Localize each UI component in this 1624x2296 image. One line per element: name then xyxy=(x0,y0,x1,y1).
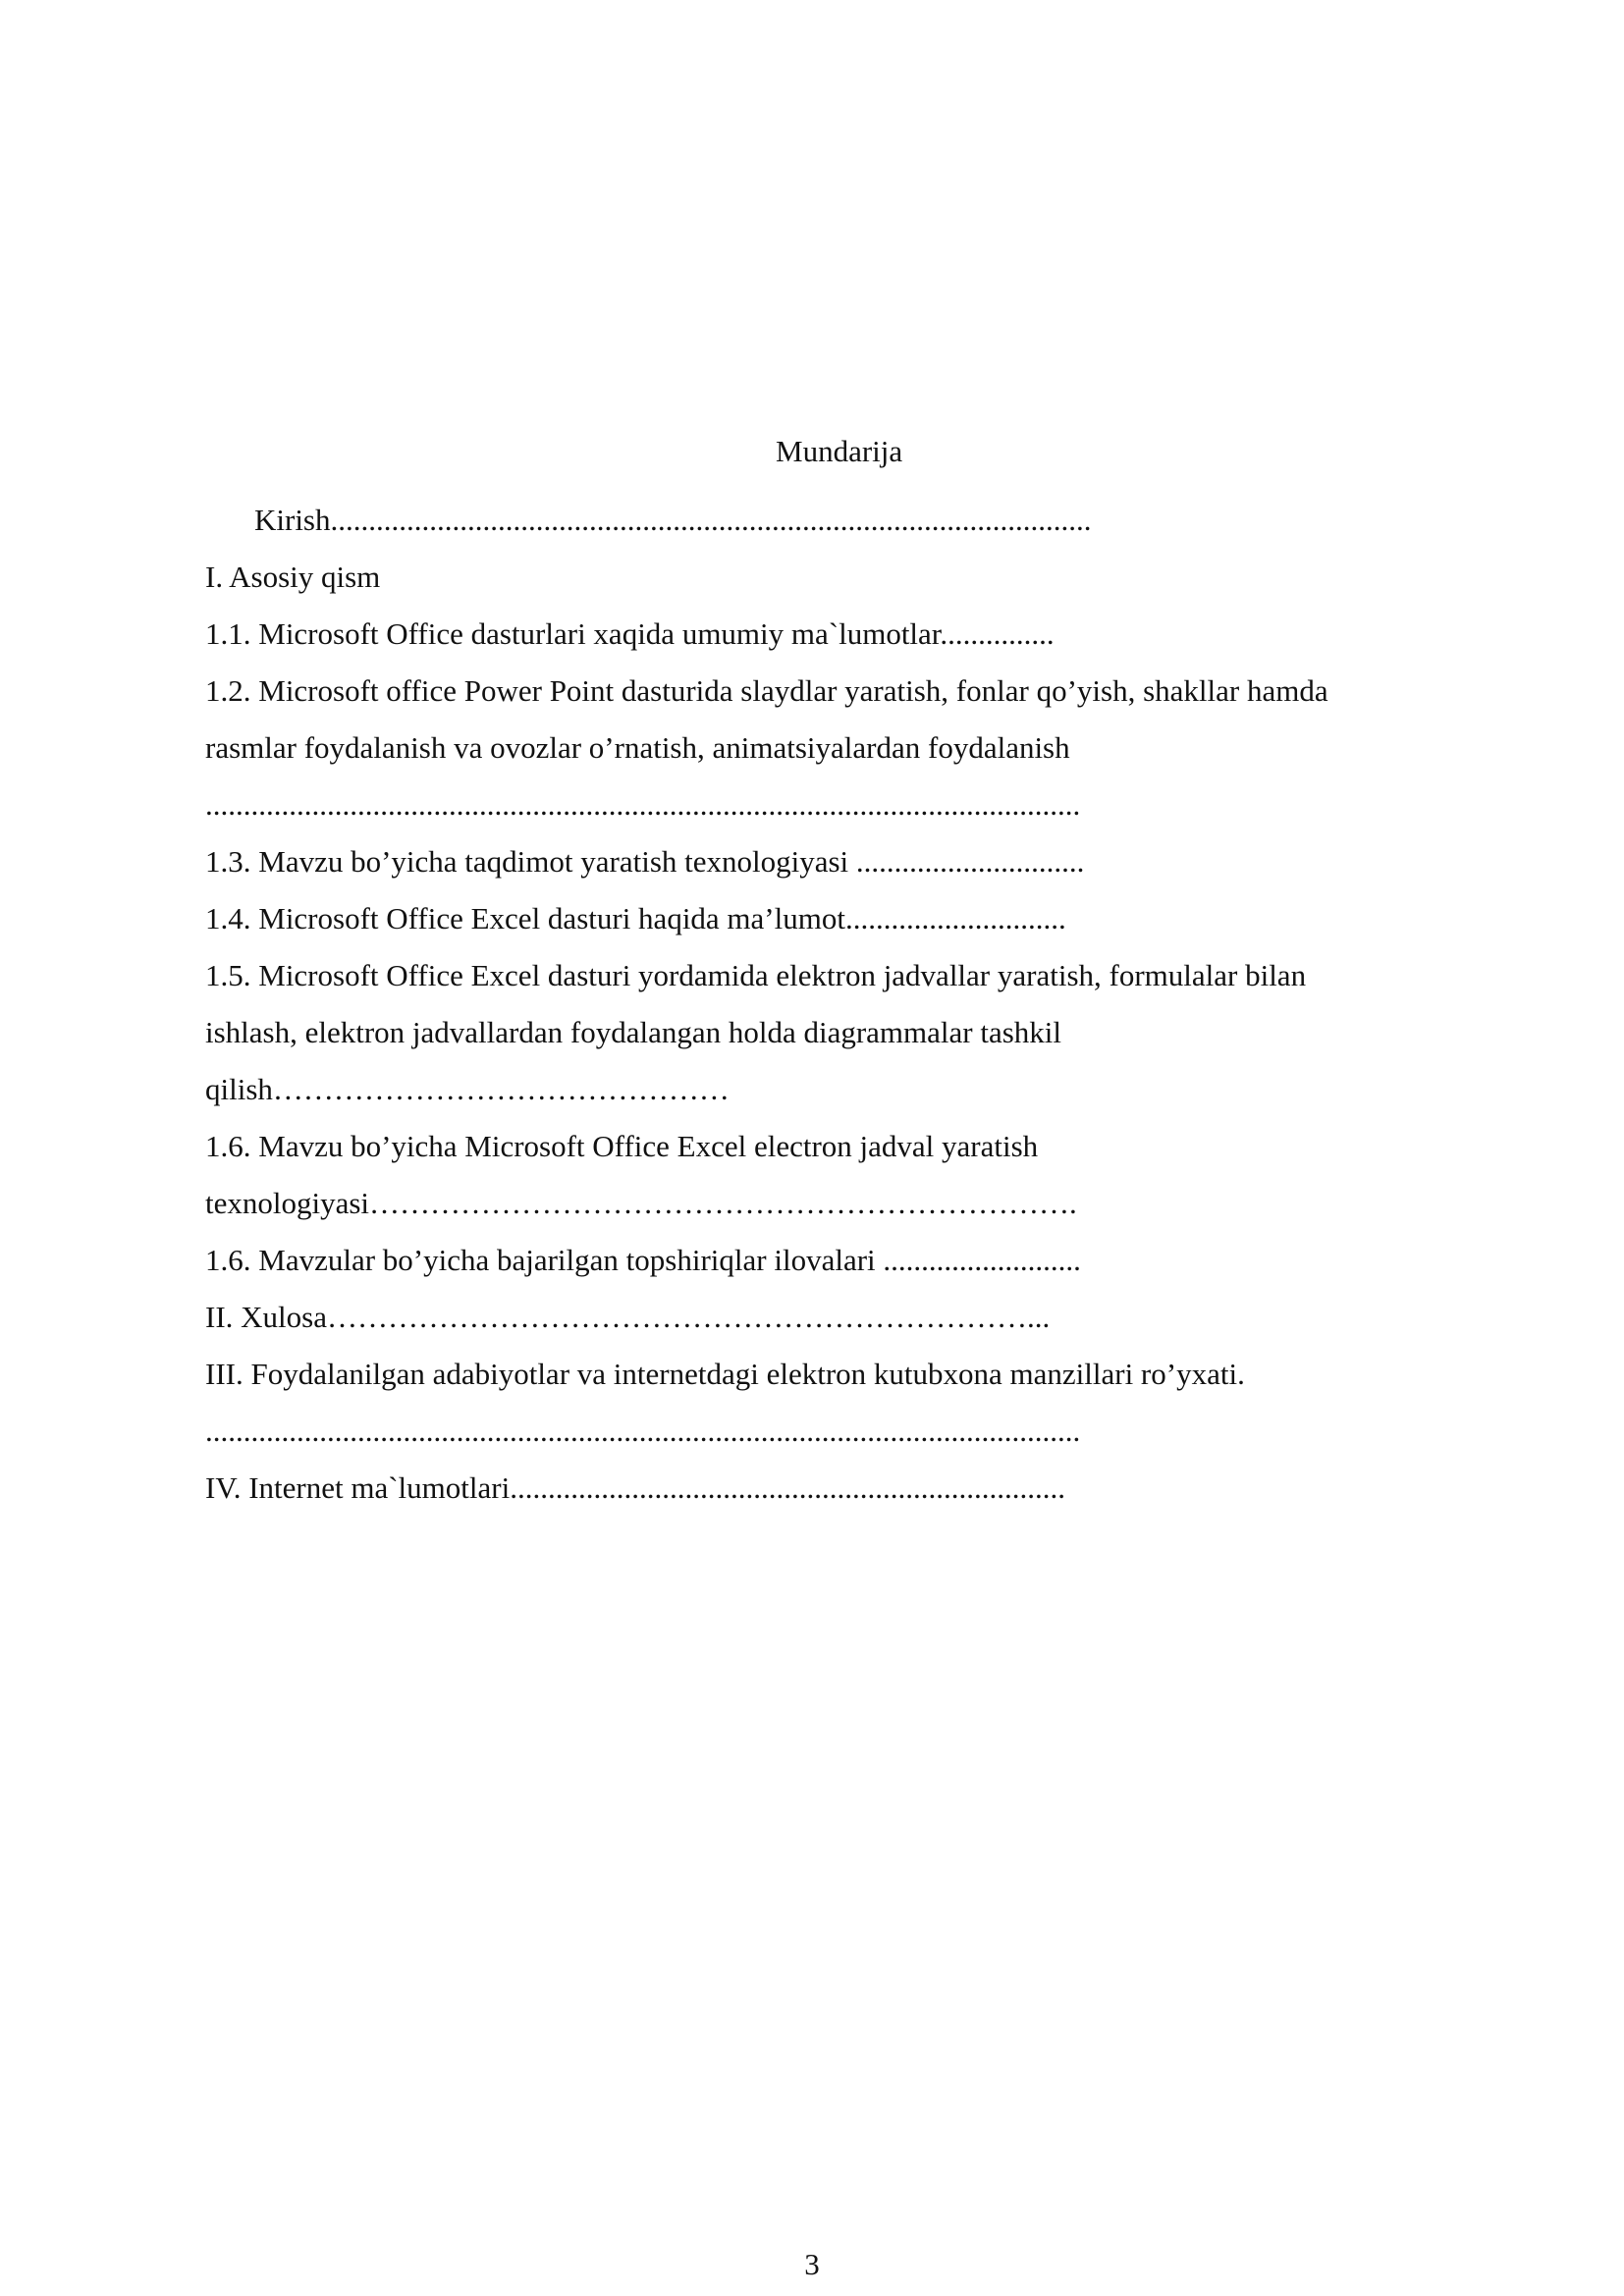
toc-line-1-2: 1.2. Microsoft office Power Point dasturida slaydlar yaratish, fonlar qo’yish, shakllar hamda xyxy=(205,673,1328,708)
toc-line-1-5-continued: ishlash, elektron jadvallardan foydalangan holda diagrammalar tashkil xyxy=(205,1015,1062,1049)
toc-line-1-6-excel: 1.6. Mavzu bo’yicha Microsoft Office Excel electron jadval yaratish xyxy=(205,1129,1039,1163)
toc-line-1-3: 1.3. Mavzu bo’yicha taqdimot yaratish texnologiyasi .............................. xyxy=(205,844,1085,879)
toc-line-1-1: 1.1. Microsoft Office dasturlari xaqida umumiy ma`lumotlar............... xyxy=(205,616,1055,651)
toc-line-1-2-continued: rasmlar foydalanish va ovozlar o’rnatish, animatsiyalardan foydalanish xyxy=(205,730,1070,765)
toc-line-references: III. Foydalanilgan adabiyotlar va internetdagi elektron kutubxona manzillari ro’yxati. xyxy=(205,1357,1245,1391)
page-title: Mundarija xyxy=(776,434,903,468)
toc-line-conclusion: II. Xulosa……………………………………………………………... xyxy=(205,1300,1051,1334)
toc-line-1-5-leader: qilish……………………………………… xyxy=(205,1072,730,1106)
toc-line-1-4: 1.4. Microsoft Office Excel dasturi haqida ma’lumot............................. xyxy=(205,901,1066,935)
page-number: 3 xyxy=(804,2247,820,2281)
table-of-contents xyxy=(205,492,1472,1517)
toc-line-1-6-assignments: 1.6. Mavzular bo’yicha bajarilgan topshiriqlar ilovalari .......................... xyxy=(205,1243,1081,1277)
toc-line-1-2-leader: ................................................................................................................... xyxy=(205,787,1081,822)
toc-line-1-5: 1.5. Microsoft Office Excel dasturi yordamida elektron jadvallar yaratish, formulalar bilan xyxy=(205,958,1307,992)
toc-line-references-leader: ................................................................................................................... xyxy=(205,1414,1081,1448)
toc-line-1-6-excel-leader: texnologiyasi……………………………………………………………. xyxy=(205,1186,1077,1220)
toc-line-internet-data: IV. Internet ma`lumotlari......................................................................... xyxy=(205,1470,1065,1505)
toc-line-main-part: I. Asosiy qism xyxy=(205,560,381,594)
toc-line-intro: Kirish.................................................................................................... xyxy=(254,503,1092,537)
